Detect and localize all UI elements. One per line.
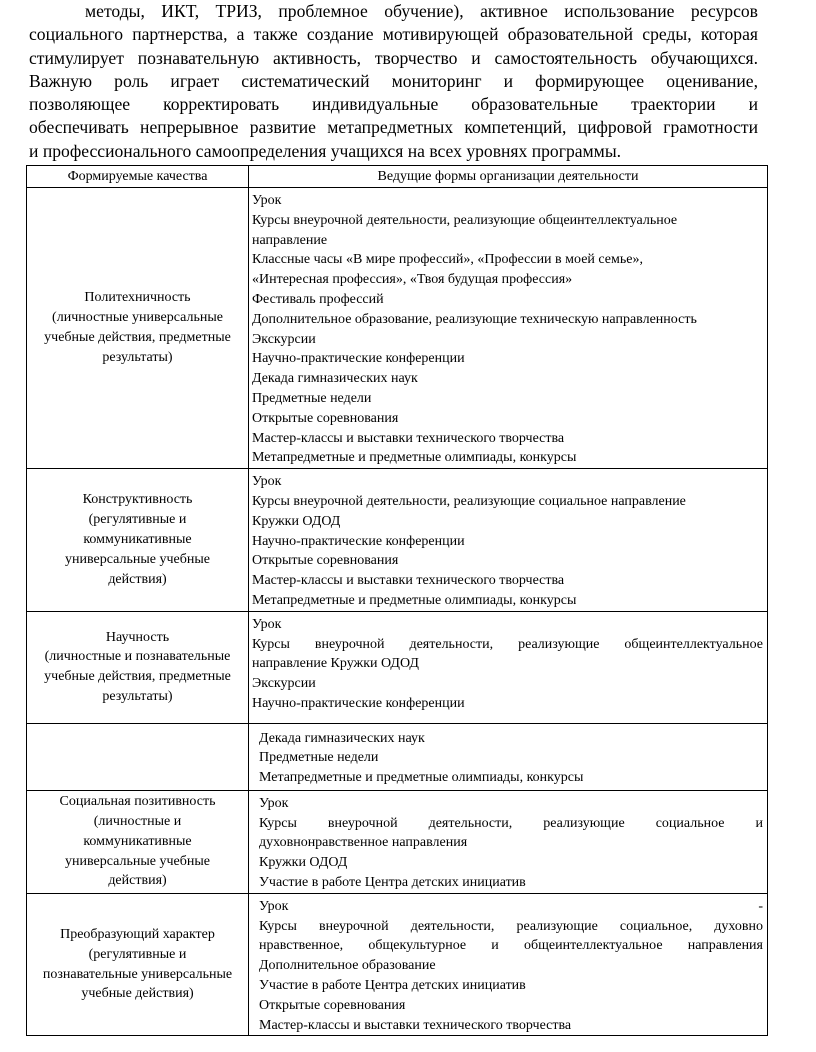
form-item: Открытые соревнования (252, 410, 399, 426)
quality-note: результаты) (102, 349, 173, 365)
form-item: Научно-практические конференции (252, 351, 465, 367)
form-item: нравственное, общекультурное и общеинтеллектуальное направления (259, 938, 763, 954)
quality-note: результаты) (102, 689, 173, 705)
form-item: Дополнительное образование (259, 958, 436, 974)
paragraph-line: методы, ИКТ, ТРИЗ, проблемное обучение), активное использование ресурсов (85, 1, 758, 21)
header-qualities: Формируемые качества (27, 166, 249, 188)
quality-title: Социальная позитивность (59, 794, 216, 810)
form-item: Урок (252, 616, 282, 632)
qualities-table (26, 165, 768, 1036)
quality-cell-empty (27, 723, 249, 790)
form-item: Метапредметные и предметные олимпиады, конкурсы (252, 592, 577, 608)
quality-note: учебные действия, предметные (44, 669, 231, 685)
form-item: Классные часы «В мире профессий», «Профессии в моей семье», (252, 252, 643, 268)
quality-cell (27, 611, 249, 723)
forms-cell (249, 790, 768, 893)
form-item: духовнонравственное направления (259, 835, 468, 851)
table-row (27, 611, 768, 723)
form-item: Мастер-классы и выставки технического творчества (252, 573, 565, 589)
quality-note: коммуникативные (83, 833, 192, 849)
form-item: направление (252, 232, 328, 248)
quality-title: Конструктивность (82, 492, 193, 508)
quality-note: (личностные и (93, 814, 182, 830)
header-forms: Ведущие формы организации деятельности (249, 166, 768, 188)
quality-note: (личностные универсальные (52, 310, 223, 326)
quality-title: Преобразующий характер (60, 926, 215, 942)
table-row (27, 188, 768, 469)
quality-cell (27, 893, 249, 1036)
form-item: Мастер-классы и выставки технического творчества (259, 1017, 572, 1033)
paragraph-line: стимулирует познавательную активность, творчество и самостоятельность обучающихся. (29, 47, 758, 68)
form-item: Метапредметные и предметные олимпиады, конкурсы (252, 450, 577, 466)
form-item: Курсы внеурочной деятельности, реализующие социальное и (259, 815, 763, 831)
form-item: Декада гимназических наук (259, 730, 425, 746)
form-item: Курсы внеурочной деятельности, реализующие общеинтеллектуальное (252, 212, 678, 228)
form-item: Экскурсии (252, 331, 316, 347)
quality-note: универсальные учебные (65, 551, 210, 567)
forms-cell (249, 723, 768, 790)
table-row (27, 723, 768, 790)
form-item: Урок (259, 795, 289, 811)
quality-note: (регулятивные и (88, 946, 187, 962)
form-item: Участие в работе Центра детских инициатив (259, 977, 526, 993)
form-item: Экскурсии (252, 676, 316, 692)
form-item: Курсы внеурочной деятельности, реализующие общеинтеллектуальное (252, 636, 763, 652)
form-item: Кружки ОДОД (259, 855, 348, 871)
quality-note: универсальные учебные (65, 853, 210, 869)
paragraph-line: Важную роль играет систематический мониторинг и формирующее оценивание, (29, 70, 758, 91)
form-item: Курсы внеурочной деятельности, реализующие социальное, духовно (259, 918, 763, 934)
quality-cell (27, 790, 249, 893)
form-item: Урок (252, 474, 282, 490)
form-item: Мастер-классы и выставки технического творчества (252, 430, 565, 446)
form-item: Курсы внеурочной деятельности, реализующие социальное направление (252, 493, 686, 509)
form-item: «Интересная профессия», «Твоя будущая профессия» (252, 272, 573, 288)
form-item: Урок (252, 193, 282, 208)
forms-cell (249, 611, 768, 723)
forms-cell (249, 188, 768, 469)
form-item: Фестиваль профессий (252, 291, 384, 307)
form-item: Кружки ОДОД (252, 513, 341, 529)
quality-title: Научность (105, 629, 170, 645)
form-item: Урок - (259, 898, 763, 914)
form-item: Открытые соревнования (259, 997, 406, 1013)
quality-note: коммуникативные (83, 532, 192, 548)
quality-cell (27, 469, 249, 612)
quality-note: (личностные и познавательные (44, 649, 231, 665)
forms-cell (249, 893, 768, 1036)
form-item: Дополнительное образование, реализующие техническую направленность (252, 311, 697, 327)
form-item: Научно-практические конференции (252, 695, 465, 711)
form-item: Декада гимназических наук (252, 371, 418, 387)
intro-paragraph (29, 0, 758, 163)
quality-note: учебные действия) (81, 986, 194, 1002)
quality-note: (регулятивные и (88, 512, 187, 528)
form-item: Научно-практические конференции (252, 533, 465, 549)
paragraph-line: позволяющее корректировать индивидуальные образовательные траектории и (29, 94, 758, 115)
quality-note: учебные действия, предметные (44, 330, 231, 346)
paragraph-line: обеспечивать непрерывное развитие метапредметных компетенций, цифровой грамотности (29, 117, 758, 138)
form-item: Участие в работе Центра детских инициатив (259, 874, 526, 890)
paragraph-line: социального партнерства, а также создание мотивирующей образовательной среды, которая (29, 24, 758, 45)
form-item: Открытые соревнования (252, 553, 399, 569)
table-row (27, 790, 768, 893)
form-item: Предметные недели (259, 750, 379, 766)
quality-note: познавательные универсальные (42, 966, 233, 982)
table-header-row (27, 166, 768, 188)
paragraph-line: и профессионального самоопределения учащихся на всех уровнях программы. (29, 140, 622, 161)
table-row (27, 893, 768, 1036)
table-row (27, 469, 768, 612)
quality-note: действия) (108, 873, 167, 889)
form-item: Предметные недели (252, 390, 372, 406)
quality-title: Политехничность (84, 290, 191, 306)
form-item: Метапредметные и предметные олимпиады, конкурсы (259, 770, 584, 786)
forms-cell (249, 469, 768, 612)
quality-note: действия) (108, 571, 167, 587)
quality-cell (27, 188, 249, 469)
form-item: направление Кружки ОДОД (252, 656, 419, 672)
